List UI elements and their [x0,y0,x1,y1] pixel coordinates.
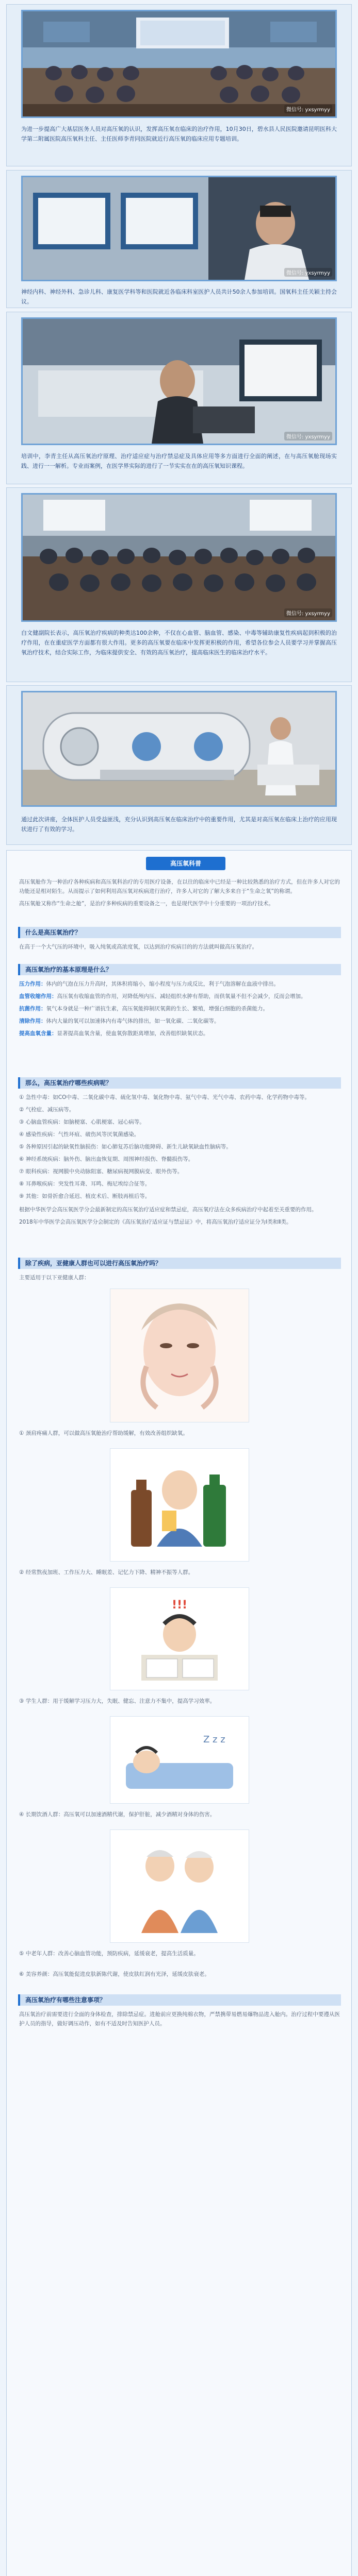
section-title-2: 高压氧治疗的基本原理是什么？ [18,964,341,975]
meeting-panel-1 [6,4,352,166]
indication-item: ⑧ 耳鼻喉疾病：突发性耳聋、耳鸣、梅尼埃综合征等。 [19,1181,151,1187]
watermark-label: 微信号: yxsyrmyy [284,105,332,113]
watermark-label: 微信号: yxsyrmyy [284,432,332,440]
svg-text:Z z z: Z z z [203,1734,225,1745]
svg-text:!!!: !!! [171,1599,188,1612]
indication-item: ④ 感染性疾病：气性坏疽、破伤风等厌氧菌感染。 [19,1131,140,1138]
section-title-4: 除了疾病，亚健康人群也可以进行高压氧治疗吗？ [18,1258,341,1269]
meeting-caption-3: 培训中，李青主任从高压氧治疗原理、治疗适应症与治疗禁忌症及具体应用等多方面进行全面的阐述，在与高压氧舱现场实践、进行一一解析。专业而案例，在医学界实际的进行了一节实实在在的高压氧知识课程。 [21,453,337,469]
indication-item: ③ 心脑血管疾病：如脑梗塞、心肌梗塞、冠心病等。 [19,1119,145,1125]
subhealth-item-3: ③ 学生人群：用于缓解学习压力大，失眠、健忘、注意力不集中，提高学习效率。 [19,1698,216,1704]
indication-item: ⑤ 各种原因引起的缺氧性脑损伤：如心肺复苏后脑功能障碍、新生儿缺氧缺血性脑病等。 [19,1144,232,1150]
article-intro [19,877,340,911]
subhealth-item-1: ① 颈肩疼痛人群，可以做高压氧舱治疗帮助缓解，有效改善组织缺氧。 [19,1430,188,1436]
principle-item: 压力作用：体内的气泡在压力升高时，其体积将缩小，缩小程度与压力成反比，利于气泡溶解在血液中排出。 [19,981,279,987]
illustration-sleep [110,1716,249,1804]
meeting-caption-2: 神经内科、神经外科、急诊儿科、康复医学科等和医院就近各临床科室医护人员共计50余人参加培训。国氧科主任关颖主持会议。 [21,289,337,305]
section-title-1: 什么是高压氧治疗？ [18,927,341,938]
principle-item: 抗菌作用：氧气本身就是一种广谱抗生素，高压氧能抑制厌氧菌的生长、繁殖，增强白细胞的杀菌能力。 [19,1006,268,1012]
section-4-text: 主要适用于以下亚健康人群： [19,1275,90,1281]
presenter-photo [21,317,337,445]
meeting-caption-5: 通过此次讲座，全体医护人员受益匪浅，充分认识到高压氧在临床治疗中的重要作用，尤其是对高压氧在临床上治疗的应用现状进行了有效的学习。 [21,816,337,833]
subhealth-item-2: ② 经常熬夜加班、工作压力大、睡眠差、记忆力下降、精神不振等人群。 [19,1569,194,1575]
section-3-list [19,1093,340,1230]
illustration-elderly [110,1829,249,1943]
meeting-panel-3 [6,312,352,484]
indication-item: ② 气栓症、减压病等。 [19,1107,75,1113]
section-5-text: 高压氧治疗前需要进行全面的身体检查，排除禁忌症。进舱前应更换纯棉衣物，严禁携带易燃易爆物品进入舱内。治疗过程中要遵从医护人员的指导，做好调压动作，如有不适及时告知医护人员。 [19,2011,340,2027]
meeting-caption-4: 白文健副院长表示，高压氧治疗疾病的种类达100余种，不仅在心血管、脑血管、感染、中毒等辅助康复性疾病起到积极的治疗作用，在在重症医学方面都有很大作用。更多的高压氧要在临床中发挥更积极的作用，希望各位参会人员要学习并掌握高压氧治疗技术，结合实际工作，为临床提供安全、有效的高压氧治疗，提高临床医生的临床治疗水平。 [21,630,337,656]
indication-item: ⑦ 眼科疾病：视网膜中央动脉阻塞、糖尿病视网膜病变、眼外伤等。 [19,1168,183,1175]
principle-item: 血管收缩作用：高压氧有收缩血管的作用，对降低颅内压、减轻组织水肿有帮助，而供氧量不但不会减少，反而会增加。 [19,993,306,999]
meeting-panel-5 [6,685,352,845]
audience-photo [21,493,337,622]
watermark-label: 微信号: yxsyrmyy [284,268,332,277]
principle-item: 清除作用：体内大量的氧可以加速体内有毒气体的排出，如一氧化碳、二氧化碳等。 [19,1018,220,1024]
section-title-3: 那么，高压氧治疗哪些疾病呢？ [18,1077,341,1089]
section-2-list [19,979,340,1041]
subhealth-item-5: ⑤ 中老年人群：改善心脑血管功能，预防疾病，延缓衰老，提高生活质量。 [19,1951,199,1957]
subhealth-item-6: ⑥ 美容养颜：高压氧能促进皮肤新陈代谢，使皮肤红润有光泽，延缓皮肤衰老。 [19,1971,210,1977]
indication-note-2: 2018年中华医学会高压氧医学分会制定的《高压氧治疗适应证与禁忌证》中，将高压氧治疗适应证分为Ⅰ类和Ⅱ类。 [19,1219,292,1225]
intro-paragraph-2: 高压氧舱又称作“生命之舱”，是治疗多种疾病的重要设备之一，也是现代医学中十分重要的一项治疗技术。 [19,901,274,907]
illustration-drinking [110,1448,249,1562]
article-panel [6,850,352,2576]
indication-item: ⑥ 神经系统疾病：脑外伤、脑出血恢复期、周围神经损伤、脊髓损伤等。 [19,1156,194,1162]
intro-paragraph: 高压氧舱作为一种治疗各种疾病和高压氧科治疗的专用医疗设备，在以往的临床中已经是一种比较熟悉的治疗方式，但在许多人对它的功能还是相对陌生。从而提示了如何利用高压氧对疾病进行治疗，许多人对它的了解大多来自于“生命之氧”的称谓。 [19,879,340,894]
indication-note: 根据中华医学会高压氧医学分会最新制定的高压氧治疗适应症和禁忌症，高压氧疗法在众多疾病治疗中起着至关重要的作用。 [19,1207,317,1213]
illustration-study-stress [110,1587,249,1690]
illustration-woman-face [110,1289,249,1422]
speaker-photo [21,176,337,281]
watermark-label: 微信号: yxsyrmyy [284,608,332,617]
principle-item: 提高血氧含量：显著提高血氧含量，使血氧弥散距离增加，改善组织缺氧状态。 [19,1030,209,1037]
meeting-hall-photo [21,10,337,118]
meeting-panel-2 [6,170,352,308]
hyperbaric-chamber-photo [21,691,337,807]
meeting-caption-1: 为进一步提高广大基层医务人员对高压氧的认识，发挥高压氧在临床的治疗作用，10月30日，碧水县人民医院邀请昆明医科大学第二附属医院高压氧科主任、主任医师李青同医院就近行高压氧的临床应用专题培训。 [21,126,337,142]
indication-item: ⑨ 其他：如骨折愈合延迟、植皮术后、断肢再植后等。 [19,1193,151,1199]
section-1-text: 在高于一个大气压的环境中，吸入纯氧或高浓度氧，以达到治疗疾病目的的方法就叫做高压氧治疗。 [19,944,257,950]
article-title-button[interactable]: 高压氧科普 [146,857,225,870]
indication-item: ① 急性中毒：如CO中毒、二氧化碳中毒、硫化氢中毒、氰化物中毒、氨气中毒、光气中毒、农药中毒、化学药物中毒等。 [19,1094,310,1100]
section-title-5: 高压氧治疗有哪些注意事项？ [18,1994,341,2006]
meeting-panel-4 [6,487,352,682]
subhealth-item-4: ④ 长期饮酒人群：高压氧可以加速酒精代谢，保护肝脏，减少酒精对身体的伤害。 [19,1811,216,1818]
